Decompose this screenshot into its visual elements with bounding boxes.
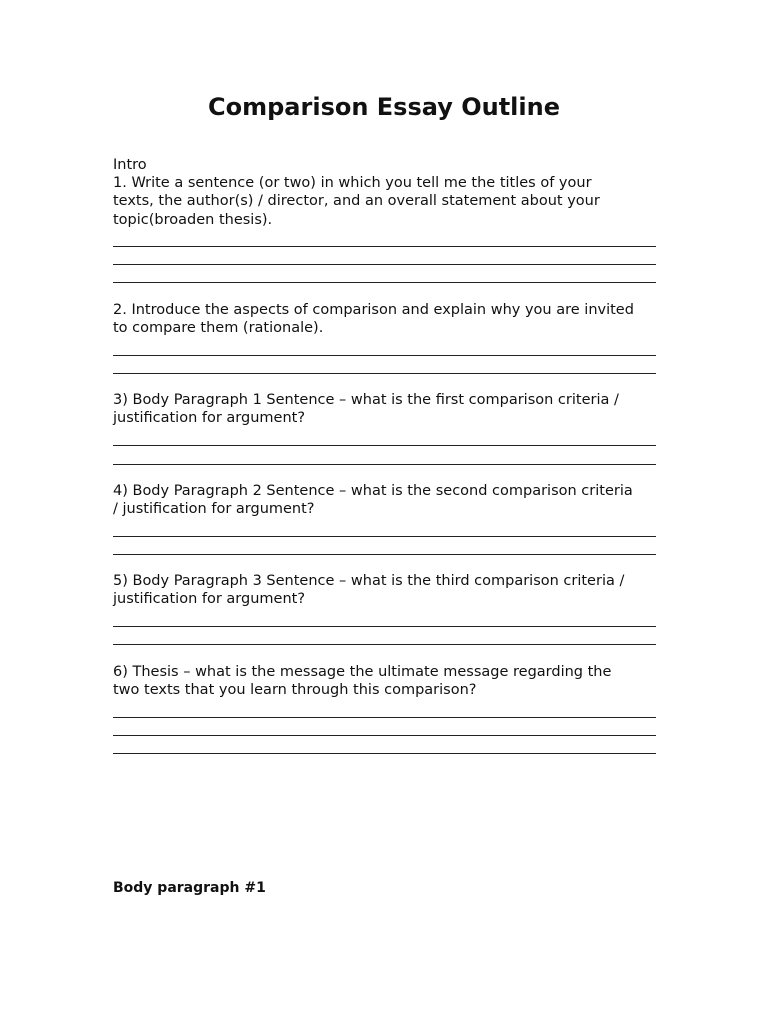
intro-heading: Intro (113, 157, 147, 173)
answer-line (113, 282, 656, 283)
answer-line (113, 355, 656, 356)
answer-line (113, 717, 656, 718)
answer-line (113, 445, 656, 446)
question-2: 2. Introduce the aspects of comparison and explain why you are invited to compare them (rationale). (113, 302, 634, 337)
question-4: 4) Body Paragraph 2 Sentence – what is the second comparison criteria / justification for argument? (113, 483, 633, 518)
question-1: 1. Write a sentence (or two) in which you tell me the titles of your texts, the author(s) / director, and an overall statement about your topic(broaden thesis). (113, 175, 600, 228)
answer-line (113, 246, 656, 247)
answer-line (113, 735, 656, 736)
answer-line (113, 464, 656, 465)
body-paragraph-heading: Body paragraph #1 (113, 880, 266, 896)
answer-line (113, 626, 656, 627)
question-5: 5) Body Paragraph 3 Sentence – what is the third comparison criteria / justification for argument? (113, 573, 625, 608)
answer-line (113, 264, 656, 265)
answer-line (113, 554, 656, 555)
question-3: 3) Body Paragraph 1 Sentence – what is the first comparison criteria / justification for argument? (113, 392, 619, 427)
page-title: Comparison Essay Outline (208, 93, 560, 121)
question-6: 6) Thesis – what is the message the ultimate message regarding the two texts that you learn through this comparison? (113, 664, 612, 699)
answer-line (113, 373, 656, 374)
answer-line (113, 753, 656, 754)
answer-line (113, 536, 656, 537)
answer-line (113, 644, 656, 645)
